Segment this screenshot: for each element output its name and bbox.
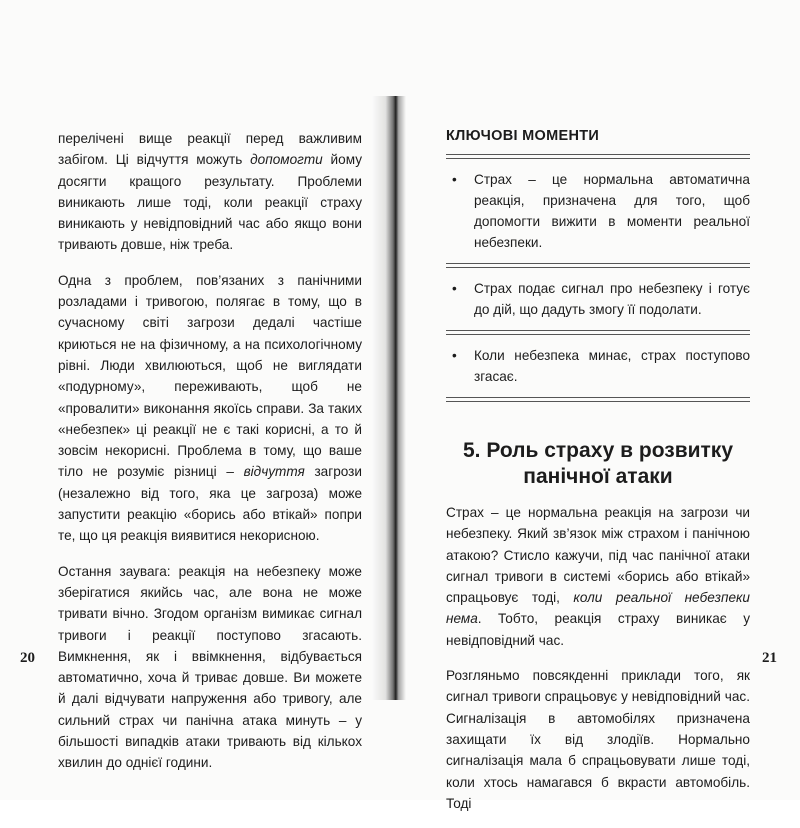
key-points-title: КЛЮЧОВІ МОМЕНТИ [446,128,600,144]
left-page [58,128,362,788]
right-paragraph-2: Розгляньмо повсякденні приклади того, як сигнал тривоги спрацьовує у невідповідний час. Сигналізація в автомобілях призначена захищати їх від злодіїв. Нормально сигналізація мала б спрацьовувати лише тоді, коли хтось намагався б вкрасти автомобіль. Тоді [446,668,750,811]
left-paragraph-2: Одна з проблем, пов’язаних з панічними розладами і тривогою, полягає в тому, що в сучасному світі загрози дедалі частіше криються не на фізичному, а на психологічному рівні. Люди хвилюються, щоб не виглядати «подурному», переживають, щоб не «провалити» виконання якоїсь справи. За таких «небезпек» ці реакції не є такі корисні, а то й зовсім некорисні. Проблема в тому, що ваше тіло не розуміє різниці – відчуття загрози (незалежно від того, яка це загроза) може запустити реакцію «борись або втікай» попри те, що ця реакція виявитися некорисною. [58,272,362,544]
key-point-text: Страх – це нормальна автоматична реакція, призначена для того, щоб допомогти вижити в моменти реальної небезпеки. [474,172,750,250]
right-page-number: 21 [762,650,777,666]
section-heading [446,438,750,490]
key-point-text: Страх подає сигнал про небезпеку і готує до дій, що дадуть змогу її подолати. [474,281,750,317]
divider [446,330,750,335]
bullet-icon: • [452,281,457,296]
right-page [446,128,750,828]
left-page-number: 20 [20,650,35,666]
key-point [446,276,750,328]
right-paragraph-1: Страх – це нормальна реакція на загрози чи небезпеку. Який зв’язок між страхом і панічною атакою? Стисло кажучи, під час панічної атаки сигнал тривоги в системі «борись або втікай» спрацьовує тоді, коли реальної небезпеки нема. Тобто, реакція страху виникає у невідповідний час. [446,505,750,648]
key-point-text: Коли небезпека минає, страх поступово згасає. [474,348,750,384]
left-paragraph-1: перелічені вище реакції перед важливим забігом. Ці відчуття можуть допомогти йому досягти кращого результату. Проблеми виникають лише тоді, коли реакції страху виникають у невідповідний час або якщо вони тривають довше, ніж треба. [58,131,362,253]
key-point [446,343,750,395]
book-gutter [372,96,406,700]
key-point [446,167,750,261]
bullet-icon: • [452,348,457,363]
bullet-icon: • [452,172,457,187]
divider [446,263,750,268]
section-heading-line-1: 5. Роль страху в розвитку [463,439,733,462]
divider [446,154,750,159]
left-paragraph-3: Остання заувага: реакція на небезпеку може зберігатися якийсь час, але вона не може тривати вічно. Згодом організм вимикає сигнал тривоги і реакції поступово згасають. Вимкнення, як і ввімкнення, відбувається автоматично, хоча й триває довше. Ви можете й далі відчувати напруження або тривогу, але сильний страх чи панічна атака минуть – у більшості випадків атаки тривають від кількох хвилин до однієї години. [58,563,362,771]
divider [446,397,750,402]
section-heading-line-2: панічної атаки [523,465,673,488]
